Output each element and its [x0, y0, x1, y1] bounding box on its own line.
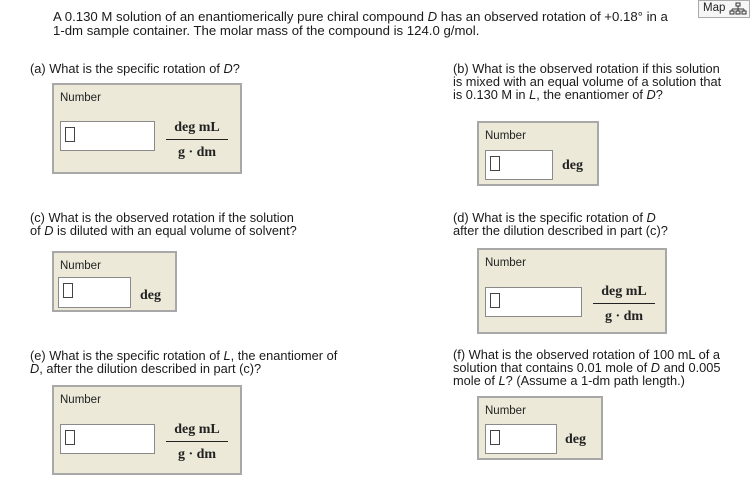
- answer-box-e: [52, 385, 242, 475]
- answer-input-d[interactable]: [485, 287, 582, 317]
- number-label: Number: [60, 92, 101, 104]
- problem-statement: [53, 10, 743, 38]
- problem-line-2: 1-dm sample container. The molar mass of the compound is 124.0 g/mol.: [53, 23, 480, 38]
- number-label: Number: [485, 405, 526, 417]
- answer-box-f: [477, 396, 603, 460]
- map-button-label: Map: [703, 2, 726, 14]
- answer-input-e[interactable]: [60, 424, 155, 454]
- text-cursor: [65, 127, 75, 142]
- number-label: Number: [60, 260, 101, 272]
- answer-box-a: [52, 83, 242, 174]
- problem-line-1: A 0.130 M solution of an enantiomerically pure chiral compound D has an observed rotation of +0.18° in a: [53, 9, 668, 24]
- question-e: (e) What is the specific rotation of L, the enantiomer of D, after the dilution described in part (c)?: [30, 348, 338, 376]
- unit-specific-rotation-d: deg mL g · dm: [589, 283, 659, 326]
- network-map-icon: [729, 2, 747, 16]
- number-label: Number: [60, 394, 101, 406]
- map-button[interactable]: [698, 0, 750, 18]
- text-cursor: [63, 283, 73, 298]
- unit-deg-c: deg: [140, 288, 161, 303]
- answer-box-c: [52, 251, 177, 312]
- answer-box-d: [477, 248, 667, 334]
- answer-input-f[interactable]: [485, 424, 557, 454]
- number-label: Number: [485, 130, 526, 142]
- question-a: (a) What is the specific rotation of D?: [30, 61, 240, 76]
- text-cursor: [490, 293, 500, 308]
- unit-deg-f: deg: [565, 432, 586, 447]
- number-label: Number: [485, 257, 526, 269]
- text-cursor: [490, 430, 500, 445]
- unit-specific-rotation-e: deg mL g · dm: [162, 421, 232, 464]
- answer-input-b[interactable]: [485, 150, 553, 180]
- text-cursor: [490, 156, 500, 171]
- answer-input-a[interactable]: [60, 121, 155, 151]
- answer-box-b: [477, 121, 599, 186]
- text-cursor: [65, 430, 75, 445]
- answer-input-c[interactable]: [58, 277, 131, 308]
- question-f: (f) What is the observed rotation of 100 mL of a solution that contains 0.01 mole of D and 0.005 mole of L? (Assume a 1-dm path length.): [453, 347, 721, 388]
- unit-specific-rotation-a: deg mL g · dm: [162, 119, 232, 162]
- question-d: (d) What is the specific rotation of D after the dilution described in part (c)?: [453, 210, 668, 238]
- question-c: (c) What is the observed rotation if the solution of D is diluted with an equal volume of solvent?: [30, 210, 297, 238]
- unit-deg-b: deg: [562, 158, 583, 173]
- question-b: (b) What is the observed rotation if this solution is mixed with an equal volume of a solution that is 0.130 M in L, the enantiomer of D?: [453, 61, 722, 102]
